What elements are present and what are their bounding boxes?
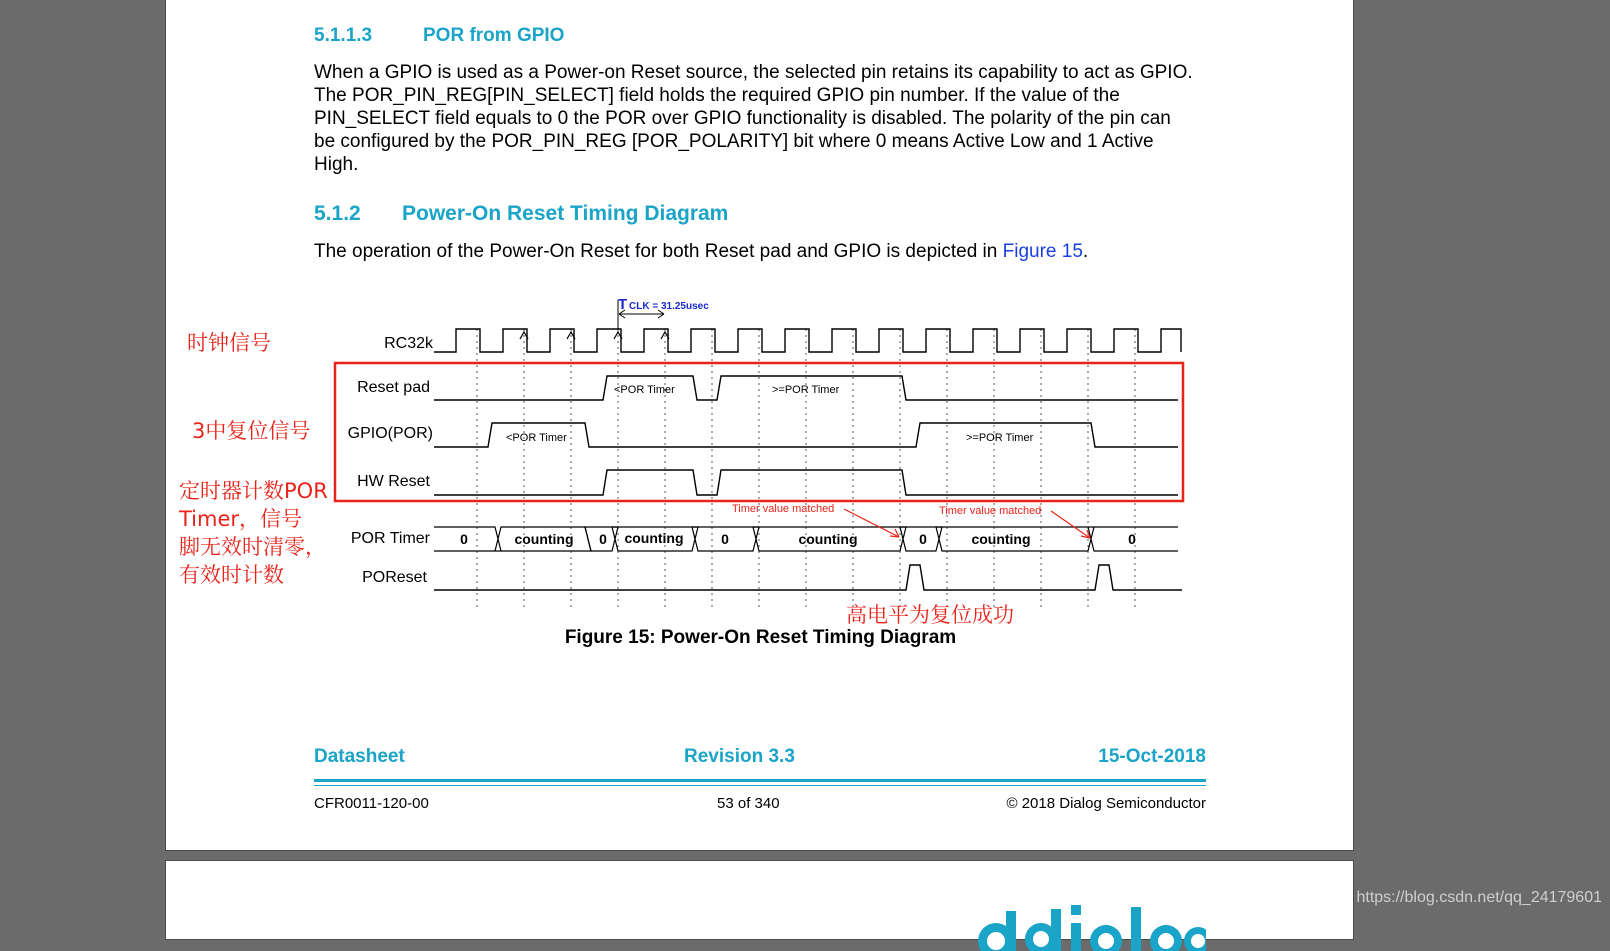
tclk-label: CLK = 31.25usec xyxy=(629,301,709,312)
poreset-waveform xyxy=(434,565,1182,590)
gpio-lt-label: <POR Timer xyxy=(506,432,567,444)
paragraph-text: The operation of the Power-On Reset for both Reset pad and GPIO is depicted in xyxy=(314,241,1003,262)
document-page xyxy=(165,0,1354,851)
annotation-high-level: 高电平为复位成功 xyxy=(846,603,1014,627)
annotation-clock: 时钟信号 xyxy=(187,331,271,355)
timer-value-0b: 0 xyxy=(599,531,607,547)
signal-label-hw-reset: HW Reset xyxy=(357,473,430,490)
signal-label-por-timer: POR Timer xyxy=(350,530,430,547)
watermark: https://blog.csdn.net/qq_24179601 xyxy=(1356,889,1602,906)
tclk-annotation xyxy=(618,296,709,329)
page-number: 53 of 340 xyxy=(717,795,780,812)
reset-pad-ge-label: >=POR Timer xyxy=(772,384,840,396)
timer-matched-note-1: Timer value matched xyxy=(732,503,835,515)
annotation-timer-line: 脚无效时清零， xyxy=(179,535,326,559)
annotation-timer-note xyxy=(179,477,328,589)
annotation-timer-line: 有效时计数 xyxy=(179,563,284,587)
timer-value-0e: 0 xyxy=(1128,531,1136,547)
signal-label-poreset: POReset xyxy=(362,569,427,586)
tclk-t: T xyxy=(618,296,628,313)
dialog-logo-icon xyxy=(966,891,1206,951)
gpio-ge-label: >=POR Timer xyxy=(966,432,1034,444)
footer-rule-thin xyxy=(314,785,1206,786)
timer-value-0d: 0 xyxy=(919,531,927,547)
figure-link[interactable]: Figure 15 xyxy=(1002,241,1083,262)
timer-value-counting-b: counting xyxy=(624,530,684,546)
timer-value-counting-c: counting xyxy=(798,531,858,547)
footer-revision: Revision 3.3 xyxy=(684,746,795,767)
figure-caption: Figure 15: Power-On Reset Timing Diagram xyxy=(564,627,957,648)
footer-rule-thick xyxy=(314,779,1206,782)
section-number: 5.1.2 xyxy=(314,202,361,225)
grid-dotted-lines xyxy=(477,329,1135,609)
footer-date: 15-Oct-2018 xyxy=(1098,746,1206,767)
timer-value-counting-d: counting xyxy=(971,531,1031,547)
annotation-timer-line: 定时器计数POR xyxy=(179,479,328,503)
next-page xyxy=(165,860,1354,940)
annotation-reset-signals: 3中复位信号 xyxy=(192,419,311,443)
reset-pad-lt-label: <POR Timer xyxy=(614,384,675,396)
section-title: Power-On Reset Timing Diagram xyxy=(402,202,729,225)
timer-value-counting-a: counting xyxy=(514,531,574,547)
signal-label-gpio-por: GPIO(POR) xyxy=(347,425,433,442)
paragraph-end: . xyxy=(1082,241,1089,262)
annotation-timer-line: Timer，信号 xyxy=(179,507,303,531)
timer-value-0c: 0 xyxy=(721,531,729,547)
footer-datasheet: Datasheet xyxy=(314,746,405,767)
signal-label-rc32k: RC32k xyxy=(384,335,433,352)
timer-matched-note-2: Timer value matched xyxy=(939,505,1042,517)
section-number: 5.1.1.3 xyxy=(314,25,373,46)
copyright: © 2018 Dialog Semiconductor xyxy=(1006,795,1206,812)
timer-value-0a: 0 xyxy=(460,531,468,547)
timing-diagram xyxy=(166,0,1355,619)
rc32k-waveform xyxy=(434,329,1181,352)
signal-label-reset-pad: Reset pad xyxy=(357,379,430,396)
clock-edge-arrows xyxy=(520,332,669,339)
doc-number: CFR0011-120-00 xyxy=(314,795,429,812)
section-title: POR from GPIO xyxy=(423,25,565,46)
paragraph-por-gpio: When a GPIO is used as a Power-on Reset source, the selected pin retains its capability to act as GPIO. The POR_PIN_REG[PIN_SELECT] field holds the required GPIO pin number. If the value of the PIN_SELECT field equals to 0 the POR over GPIO functionality is disabled. The polarity of the pin can be configured by the POR_PIN_REG [POR_POLARITY] bit where 0 means Active Low and 1 Active High. xyxy=(314,62,1193,175)
